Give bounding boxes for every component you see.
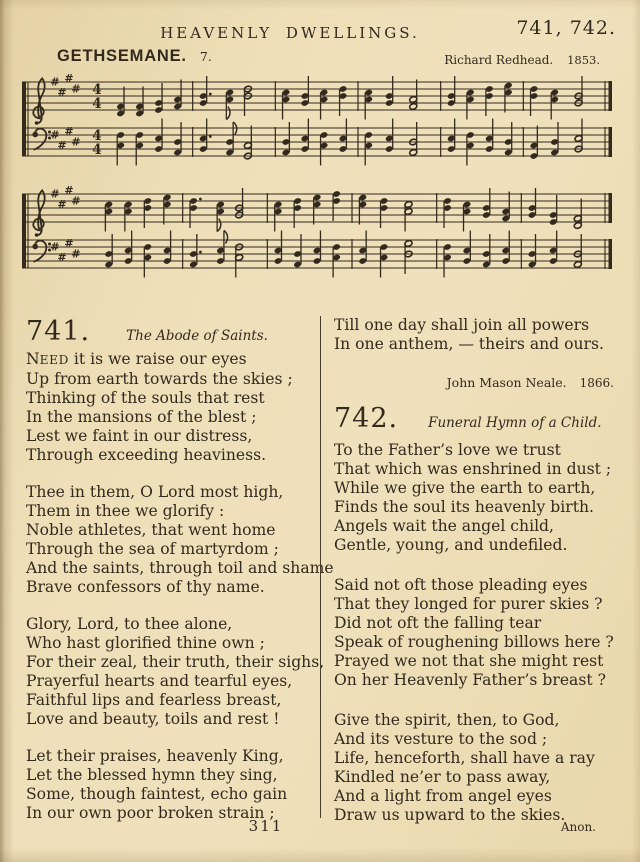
verse [334,711,620,825]
verse-line: Angels wait the angel child, [334,517,554,535]
verse-line: NEED it is we raise our eyes [26,350,247,368]
composer-name: Richard Redhead. [444,53,554,67]
hymn-741-attribution [334,375,620,390]
tune-meter: 7. [199,49,212,64]
svg-text:#: # [71,135,81,149]
verse-line: For their zeal, their truth, their sighs, [26,653,325,671]
hymn-text-columns [26,316,620,824]
hymn-numbers-header: 741, 742. [516,17,616,39]
svg-text:4: 4 [92,142,102,158]
composer-date: 1853. [567,53,600,67]
hymn-742-verses [334,441,620,825]
tune-title: GETHSEMANE. [57,47,187,65]
verse-line: Gentle, young, and undefiled. [334,536,568,554]
verse [26,747,314,823]
verse-line: On her Heavenly Father’s breast ? [334,671,606,689]
author-name: John Mason Neale. [446,375,567,390]
verse-line: Faithful lips and fearless breast, [26,691,282,709]
hymn-741-heading [26,316,314,348]
verse-line: Till one day shall join all powers [334,316,590,334]
verse-line: And the saints, through toil and shame [26,559,334,577]
verse-line: And a light from angel eyes [334,787,552,805]
verse-line: Let the blessed hymn they sing, [26,766,278,784]
verse [26,615,325,729]
svg-text:#: # [64,72,74,86]
verse-line: Glory, Lord, to thee alone, [26,615,233,633]
verse-line: Give the spirit, then, to God, [334,711,560,729]
verse-line: Noble athletes, that went home [26,521,276,539]
verse-line: Thee in them, O Lord most high, [26,483,284,501]
verse-line: In one anthem, — theirs and ours. [334,335,604,353]
svg-text:#: # [64,184,74,198]
verse-line: That they longed for purer skies ? [334,595,603,613]
hymn-741-verses [26,350,334,823]
verse-line: In the mansions of the blest ; [26,408,257,426]
verse-line: Up from earth towards the skies ; [26,370,293,388]
verse-line: That which was enshrined in dust ; [334,460,612,478]
running-head: HEAVENLY DWELLINGS. [160,24,420,42]
verse-line: Prayerful hearts and tearful eyes, [26,672,293,690]
verse [334,316,620,354]
verse-line: Did not oft the falling tear [334,614,542,632]
verse-line: Through the sea of martyrdom ; [26,540,279,558]
svg-text:#: # [57,139,67,153]
svg-text:#: # [71,82,81,96]
author-date: 1866. [579,376,614,390]
verse-line: Them in thee we glorify : [26,502,225,520]
verse-line: Let their praises, heavenly King, [26,747,284,765]
svg-text:4: 4 [92,82,102,98]
music-score-svg [14,66,622,306]
music-score [14,66,622,306]
svg-text:#: # [57,251,67,265]
hymn-742-heading [334,403,620,435]
page-number: 311 [248,817,284,835]
svg-text:#: # [50,128,60,142]
verse-line: Said not oft those pleading eyes [334,576,588,594]
svg-text:#: # [57,198,67,212]
verse-line: Thinking of the souls that rest [26,389,265,407]
verse-line: Some, though faintest, echo gain [26,785,288,803]
verse-line: Through exceeding heaviness. [26,446,267,464]
svg-text:#: # [57,86,67,100]
verse [334,441,620,555]
verse [26,350,314,465]
svg-text:#: # [64,125,74,139]
hymn-741-continuation [334,316,620,354]
svg-text:4: 4 [92,128,102,144]
hymn-741-number: 741. [26,316,91,347]
verse-line: Love and beauty, toils and rest ! [26,710,280,728]
hymn-742-number: 742. [334,403,399,434]
verse-line: And its vesture to the sod ; [334,730,548,748]
hymn-742-caption: Funeral Hymn of a Child. [428,415,602,431]
svg-text:#: # [50,75,60,89]
left-column [26,316,334,822]
verse-line: Who hast glorified thine own ; [26,634,265,652]
verse [26,483,334,597]
verse-line: Draw us upward to the skies. [334,806,566,824]
verse-line: In our own poor broken strain ; [26,804,275,822]
svg-text:#: # [71,194,81,208]
svg-text:#: # [71,247,81,261]
verse-line: Lest we faint in our distress, [26,427,253,445]
svg-text:#: # [50,240,60,254]
verse-line: To the Father’s love we trust [334,441,561,459]
svg-text:#: # [64,237,74,251]
verse-line: Prayed we not that she might rest [334,652,604,670]
right-column [320,316,620,824]
hymn-741-caption: The Abode of Saints. [126,328,268,344]
verse-line: Brave confessors of thy name. [26,578,265,596]
verse-line: While we give the earth to earth, [334,479,596,497]
svg-text:4: 4 [92,96,102,112]
verse-line: Finds the soul its heavenly birth. [334,498,594,516]
verse-line: Life, henceforth, shall have a ray [334,749,595,767]
verse-line: Kindled ne’er to pass away, [334,768,551,786]
footer-author: Anon. [560,820,596,834]
composer-line [444,53,600,67]
verse [334,576,620,690]
svg-text:#: # [50,187,60,201]
verse-line: Speak of roughening billows here ? [334,633,614,651]
